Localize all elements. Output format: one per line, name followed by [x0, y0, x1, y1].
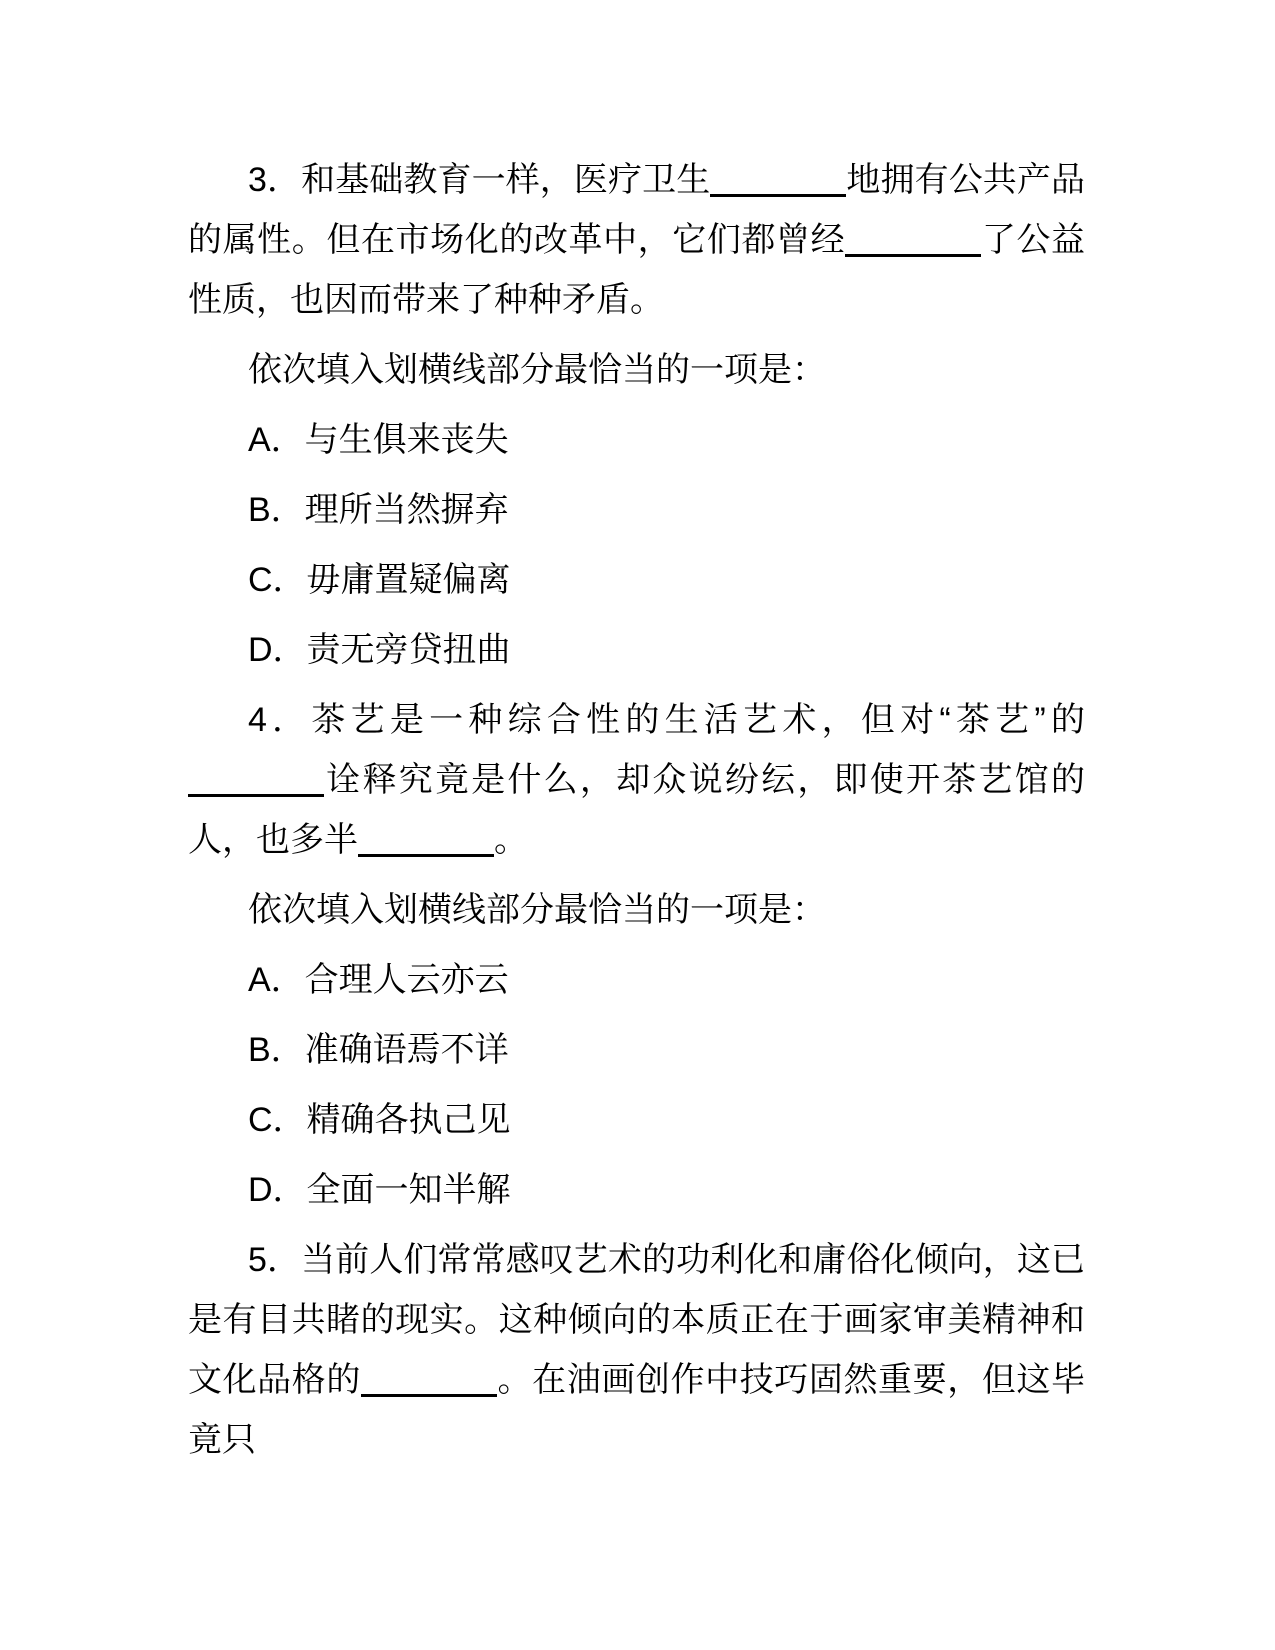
text-run: 。 [494, 821, 528, 859]
text-run: C．毋庸置疑偏离 [248, 561, 511, 599]
paragraph-prompt [188, 340, 1085, 400]
paragraph-question-stem [188, 150, 1085, 330]
paragraph-option [188, 1020, 1085, 1080]
document-content [188, 150, 1085, 1480]
blank-underline [358, 854, 494, 857]
paragraph-option [188, 410, 1085, 470]
text-run: D．责无旁贷扭曲 [248, 631, 511, 669]
text-run: 依次填入划横线部分最恰当的一项是： [248, 891, 826, 929]
paragraph-option [188, 480, 1085, 540]
paragraph-option [188, 950, 1085, 1010]
text-run: 4．茶艺是一种综合性的生活艺术，但对“茶艺”的 [248, 701, 1085, 739]
blank-underline [361, 1394, 497, 1397]
text-run: 了公益性质，也因而带来了种种矛盾。 [188, 221, 1086, 319]
text-run: 地拥有公共产品的属性。但在市场化的改革中，它们都曾经 [188, 161, 1085, 259]
text-run: 5．当前人们常常感叹艺术的功利化和庸俗化倾向，这已是有目共睹的现实。这种倾向的本质正在于画家审美精神和文化品格的 [188, 1241, 1085, 1399]
paragraph-question-stem [188, 690, 1085, 870]
text-run: B．理所当然摒弃 [248, 491, 509, 529]
paragraph-option [188, 1090, 1085, 1150]
paragraph-question-stem [188, 1230, 1085, 1470]
paragraph-option [188, 620, 1085, 680]
text-run: C．精确各执己见 [248, 1101, 511, 1139]
blank-underline [710, 194, 846, 197]
text-run: A．与生俱来丧失 [248, 421, 509, 459]
paragraph-prompt [188, 880, 1085, 940]
paragraph-option [188, 1160, 1085, 1220]
text-run: B．准确语焉不详 [248, 1031, 509, 1069]
blank-underline [188, 794, 324, 797]
text-run: 。在油画创作中技巧固然重要，但这毕竟只 [188, 1361, 1086, 1459]
text-run: D．全面一知半解 [248, 1171, 511, 1209]
text-run: 依次填入划横线部分最恰当的一项是： [248, 351, 826, 389]
paragraph-option [188, 550, 1085, 610]
blank-underline [845, 254, 981, 257]
text-run: 诠释究竟是什么，却众说纷纭，即使开茶艺馆的人，也多半 [188, 761, 1085, 859]
text-run: 3．和基础教育一样，医疗卫生 [248, 161, 711, 199]
text-run: A．合理人云亦云 [248, 961, 509, 999]
